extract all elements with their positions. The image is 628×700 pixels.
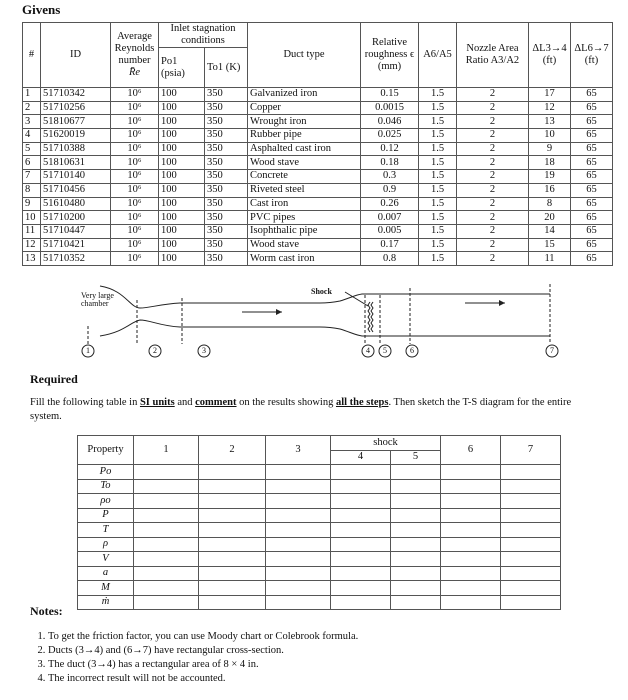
property-label: a	[78, 566, 134, 581]
property-label: ρo	[78, 494, 134, 509]
table-cell: 100	[159, 101, 205, 115]
table-row	[23, 197, 613, 211]
table-cell: 65	[571, 129, 613, 143]
property-value-cell[interactable]	[391, 508, 441, 523]
property-value-cell[interactable]	[331, 537, 391, 552]
table-cell: 10⁶	[111, 197, 159, 211]
table-cell: 0.0015	[361, 101, 419, 115]
table-cell: 100	[159, 224, 205, 238]
table-cell: 9	[529, 142, 571, 156]
table-row	[23, 142, 613, 156]
property-value-cell[interactable]	[501, 508, 561, 523]
property-row	[78, 537, 561, 552]
table-cell: 100	[159, 252, 205, 266]
table-cell: 1.5	[419, 170, 457, 184]
property-value-cell[interactable]	[391, 494, 441, 509]
table-cell: 100	[159, 211, 205, 225]
table-row	[23, 183, 613, 197]
table-row	[23, 129, 613, 143]
property-value-cell[interactable]	[266, 508, 331, 523]
property-value-cell[interactable]	[266, 566, 331, 581]
property-row	[78, 552, 561, 567]
station-label: 4	[366, 346, 370, 355]
header-t01: To1 (K)	[205, 48, 248, 88]
property-value-cell[interactable]	[501, 595, 561, 610]
table-cell: 12	[23, 238, 41, 252]
table-cell: 0.15	[361, 88, 419, 102]
table-cell: 12	[529, 101, 571, 115]
table-cell: 10⁶	[111, 224, 159, 238]
property-value-cell[interactable]	[199, 479, 266, 494]
property-value-cell[interactable]	[441, 465, 501, 480]
table-cell: 100	[159, 156, 205, 170]
table-cell: Riveted steel	[248, 183, 361, 197]
property-value-cell[interactable]	[331, 595, 391, 610]
table-cell: 16	[529, 183, 571, 197]
table-cell: 65	[571, 224, 613, 238]
table-cell: 51710256	[41, 101, 111, 115]
table-row	[23, 156, 613, 170]
table-cell: 11	[529, 252, 571, 266]
property-row	[78, 508, 561, 523]
table-cell: 1.5	[419, 252, 457, 266]
property-value-cell[interactable]	[501, 465, 561, 480]
header-station: 6	[441, 436, 501, 465]
table-cell: 2	[457, 156, 529, 170]
property-value-cell[interactable]	[501, 523, 561, 538]
property-value-cell[interactable]	[266, 581, 331, 596]
table-cell: 14	[529, 224, 571, 238]
table-cell: 350	[205, 211, 248, 225]
property-row	[78, 465, 561, 480]
required-table	[77, 435, 561, 610]
table-cell: Worm cast iron	[248, 252, 361, 266]
header-property: Property	[78, 436, 134, 465]
property-value-cell[interactable]	[501, 552, 561, 567]
property-value-cell[interactable]	[331, 581, 391, 596]
table-cell: 100	[159, 88, 205, 102]
table-cell: Wood stave	[248, 238, 361, 252]
header-station: 3	[266, 436, 331, 465]
table-cell: 1.5	[419, 224, 457, 238]
header-dl67: ΔL6→7 (ft)	[571, 23, 613, 88]
header-station: 4	[331, 450, 391, 465]
table-cell: 350	[205, 197, 248, 211]
table-cell: 51610480	[41, 197, 111, 211]
table-cell: 2	[457, 129, 529, 143]
property-value-cell[interactable]	[266, 523, 331, 538]
property-value-cell[interactable]	[441, 537, 501, 552]
property-value-cell[interactable]	[134, 494, 199, 509]
table-cell: 10⁶	[111, 156, 159, 170]
property-value-cell[interactable]	[391, 465, 441, 480]
table-cell: 2	[457, 88, 529, 102]
table-cell: 51710388	[41, 142, 111, 156]
property-value-cell[interactable]	[266, 552, 331, 567]
table-cell: 100	[159, 238, 205, 252]
table-cell: 10⁶	[111, 211, 159, 225]
property-row	[78, 523, 561, 538]
property-value-cell[interactable]	[266, 465, 331, 480]
table-cell: 65	[571, 170, 613, 184]
property-value-cell[interactable]	[391, 566, 441, 581]
table-cell: 1	[23, 88, 41, 102]
table-cell: 51710342	[41, 88, 111, 102]
header-area-ratio-65: A6/A5	[419, 23, 457, 88]
property-value-cell[interactable]	[199, 595, 266, 610]
table-cell: 10⁶	[111, 142, 159, 156]
table-cell: 0.18	[361, 156, 419, 170]
header-inlet: Inlet stagnation conditions	[159, 23, 248, 48]
table-cell: 9	[23, 197, 41, 211]
table-row	[23, 88, 613, 102]
property-value-cell[interactable]	[331, 552, 391, 567]
property-value-cell[interactable]	[391, 595, 441, 610]
property-label: M	[78, 581, 134, 596]
property-value-cell[interactable]	[501, 494, 561, 509]
table-cell: 1.5	[419, 156, 457, 170]
table-cell: 1.5	[419, 115, 457, 129]
header-id: ID	[41, 23, 111, 88]
table-cell: 4	[23, 129, 41, 143]
table-cell: 350	[205, 156, 248, 170]
note-item: 1. To get the friction factor, you can use Moody chart or Colebrook formula.	[48, 630, 358, 644]
notes-title: Notes:	[30, 604, 63, 618]
table-cell: 51710200	[41, 211, 111, 225]
table-cell: 51710447	[41, 224, 111, 238]
table-cell: 11	[23, 224, 41, 238]
table-cell: 0.025	[361, 129, 419, 143]
property-value-cell[interactable]	[501, 581, 561, 596]
property-value-cell[interactable]	[441, 523, 501, 538]
station-label: 2	[153, 346, 157, 355]
table-cell: 100	[159, 197, 205, 211]
table-cell: 350	[205, 238, 248, 252]
shock-label: Shock	[311, 287, 332, 296]
table-cell: 13	[23, 252, 41, 266]
property-value-cell[interactable]	[331, 479, 391, 494]
table-cell: 100	[159, 142, 205, 156]
required-title: Required	[30, 372, 78, 386]
table-cell: 15	[529, 238, 571, 252]
notes-list	[22, 630, 358, 686]
table-cell: 350	[205, 170, 248, 184]
property-value-cell[interactable]	[331, 508, 391, 523]
property-value-cell[interactable]	[391, 581, 441, 596]
table-cell: 13	[529, 115, 571, 129]
table-cell: 3	[23, 115, 41, 129]
property-value-cell[interactable]	[134, 523, 199, 538]
table-cell: 2	[457, 252, 529, 266]
table-cell: 1.5	[419, 101, 457, 115]
table-cell: 65	[571, 101, 613, 115]
property-value-cell[interactable]	[501, 479, 561, 494]
table-cell: 51620019	[41, 129, 111, 143]
property-value-cell[interactable]	[391, 523, 441, 538]
table-cell: 51710421	[41, 238, 111, 252]
table-cell: 1.5	[419, 197, 457, 211]
property-label: To	[78, 479, 134, 494]
required-instructions: Fill the following table in SI units and comment on the results showing all the steps. Then sketch the T-S diagram for the entire system.	[30, 397, 572, 422]
property-value-cell[interactable]	[266, 479, 331, 494]
property-value-cell[interactable]	[441, 494, 501, 509]
property-value-cell[interactable]	[134, 581, 199, 596]
property-value-cell[interactable]	[134, 479, 199, 494]
table-cell: 0.17	[361, 238, 419, 252]
header-station: 7	[501, 436, 561, 465]
table-cell: 10⁶	[111, 101, 159, 115]
property-value-cell[interactable]	[331, 523, 391, 538]
table-cell: 0.9	[361, 183, 419, 197]
table-cell: 0.3	[361, 170, 419, 184]
header-duct: Duct type	[248, 23, 361, 88]
table-cell: 100	[159, 170, 205, 184]
table-row	[23, 238, 613, 252]
station-label: 3	[202, 346, 206, 355]
table-cell: 0.26	[361, 197, 419, 211]
property-value-cell[interactable]	[134, 566, 199, 581]
station-label: 5	[383, 346, 387, 355]
table-cell: 51710140	[41, 170, 111, 184]
table-cell: 51710456	[41, 183, 111, 197]
table-cell: 10⁶	[111, 115, 159, 129]
table-cell: 0.007	[361, 211, 419, 225]
table-cell: 51710352	[41, 252, 111, 266]
table-cell: 1.5	[419, 238, 457, 252]
table-cell: 10⁶	[111, 88, 159, 102]
table-cell: 2	[457, 211, 529, 225]
table-cell: 65	[571, 142, 613, 156]
property-label: T	[78, 523, 134, 538]
header-station: 1	[134, 436, 199, 465]
property-row	[78, 595, 561, 610]
table-cell: 8	[23, 183, 41, 197]
note-item: 3. The duct (3→4) has a rectangular area of 8 × 4 in.	[48, 658, 358, 672]
table-row	[23, 252, 613, 266]
property-value-cell[interactable]	[501, 566, 561, 581]
table-cell: 350	[205, 115, 248, 129]
property-row	[78, 566, 561, 581]
table-cell: 0.12	[361, 142, 419, 156]
table-cell: 65	[571, 252, 613, 266]
note-item: 2. Ducts (3→4) and (6→7) have rectangular cross-section.	[48, 644, 358, 658]
table-cell: 10⁶	[111, 238, 159, 252]
property-value-cell[interactable]	[199, 508, 266, 523]
table-cell: 100	[159, 129, 205, 143]
property-value-cell[interactable]	[331, 465, 391, 480]
table-cell: Concrete	[248, 170, 361, 184]
table-cell: 2	[457, 224, 529, 238]
table-cell: 2	[457, 238, 529, 252]
property-value-cell[interactable]	[391, 537, 441, 552]
table-cell: 10⁶	[111, 252, 159, 266]
property-value-cell[interactable]	[441, 581, 501, 596]
table-row	[23, 170, 613, 184]
table-cell: 350	[205, 101, 248, 115]
table-cell: 51810677	[41, 115, 111, 129]
property-value-cell[interactable]	[441, 508, 501, 523]
givens-table	[22, 22, 613, 266]
property-value-cell[interactable]	[266, 595, 331, 610]
table-cell: 350	[205, 142, 248, 156]
station-label: 6	[410, 346, 414, 355]
property-value-cell[interactable]	[199, 494, 266, 509]
header-roughness: Relative roughness ϵ (mm)	[361, 23, 419, 88]
table-cell: Cast iron	[248, 197, 361, 211]
table-cell: 100	[159, 183, 205, 197]
property-value-cell[interactable]	[266, 537, 331, 552]
header-station: 2	[199, 436, 266, 465]
table-cell: 350	[205, 252, 248, 266]
table-row	[23, 224, 613, 238]
table-cell: 2	[457, 101, 529, 115]
table-cell: 6	[23, 156, 41, 170]
table-cell: 2	[457, 170, 529, 184]
table-row	[23, 101, 613, 115]
property-value-cell[interactable]	[134, 552, 199, 567]
table-cell: 1.5	[419, 129, 457, 143]
table-cell: 2	[457, 197, 529, 211]
table-cell: 65	[571, 197, 613, 211]
header-num: #	[23, 23, 41, 88]
property-value-cell[interactable]	[391, 552, 441, 567]
note-item: 4. The incorrect result will not be accounted.	[48, 672, 358, 686]
header-dl34: ΔL3→4 (ft)	[529, 23, 571, 88]
property-value-cell[interactable]	[199, 581, 266, 596]
givens-title: Givens	[22, 2, 61, 17]
station-label: 7	[550, 346, 554, 355]
chamber-label: Very large chamber	[81, 291, 114, 308]
table-cell: Copper	[248, 101, 361, 115]
table-cell: Rubber pipe	[248, 129, 361, 143]
table-cell: 65	[571, 115, 613, 129]
property-value-cell[interactable]	[199, 552, 266, 567]
property-value-cell[interactable]	[134, 465, 199, 480]
property-row	[78, 494, 561, 509]
property-row	[78, 479, 561, 494]
property-value-cell[interactable]	[331, 494, 391, 509]
header-station: 5	[391, 450, 441, 465]
table-cell: 1.5	[419, 88, 457, 102]
property-value-cell[interactable]	[199, 566, 266, 581]
property-value-cell[interactable]	[134, 508, 199, 523]
table-cell: 10	[529, 129, 571, 143]
property-value-cell[interactable]	[134, 595, 199, 610]
table-cell: 350	[205, 88, 248, 102]
table-cell: 65	[571, 156, 613, 170]
table-cell: 7	[23, 170, 41, 184]
header-nozzle: Nozzle Area Ratio A3/A2	[457, 23, 529, 88]
table-cell: 0.046	[361, 115, 419, 129]
table-cell: 0.8	[361, 252, 419, 266]
property-value-cell[interactable]	[331, 566, 391, 581]
table-cell: 1.5	[419, 142, 457, 156]
table-cell: 20	[529, 211, 571, 225]
header-shock: shock	[331, 436, 441, 451]
property-value-cell[interactable]	[199, 465, 266, 480]
table-row	[23, 211, 613, 225]
property-label: P	[78, 508, 134, 523]
property-value-cell[interactable]	[441, 595, 501, 610]
station-label: 1	[86, 346, 90, 355]
table-cell: 65	[571, 183, 613, 197]
property-label: V	[78, 552, 134, 567]
table-cell: 10⁶	[111, 129, 159, 143]
table-cell: 10	[23, 211, 41, 225]
table-cell: 51810631	[41, 156, 111, 170]
table-cell: Isophthalic pipe	[248, 224, 361, 238]
header-p01: Po1 (psia)	[159, 48, 205, 88]
table-cell: 8	[529, 197, 571, 211]
table-cell: 10⁶	[111, 183, 159, 197]
property-value-cell[interactable]	[199, 523, 266, 538]
table-cell: 350	[205, 224, 248, 238]
property-label: ρ	[78, 537, 134, 552]
table-cell: 2	[23, 101, 41, 115]
property-value-cell[interactable]	[441, 479, 501, 494]
property-value-cell[interactable]	[441, 552, 501, 567]
property-row	[78, 581, 561, 596]
property-label: Po	[78, 465, 134, 480]
table-cell: 1.5	[419, 211, 457, 225]
table-cell: 65	[571, 238, 613, 252]
table-cell: Wood stave	[248, 156, 361, 170]
property-value-cell[interactable]	[199, 537, 266, 552]
header-reynolds: Average Reynolds number R̄e	[111, 23, 159, 88]
table-cell: 350	[205, 129, 248, 143]
property-value-cell[interactable]	[134, 537, 199, 552]
table-cell: Wrought iron	[248, 115, 361, 129]
table-cell: 17	[529, 88, 571, 102]
property-value-cell[interactable]	[441, 566, 501, 581]
property-value-cell[interactable]	[391, 479, 441, 494]
table-cell: 100	[159, 115, 205, 129]
table-cell: 65	[571, 88, 613, 102]
table-cell: 2	[457, 183, 529, 197]
table-cell: 18	[529, 156, 571, 170]
table-cell: PVC pipes	[248, 211, 361, 225]
table-cell: Galvanized iron	[248, 88, 361, 102]
property-value-cell[interactable]	[266, 494, 331, 509]
table-cell: 65	[571, 211, 613, 225]
property-label: ṁ	[78, 595, 134, 610]
table-cell: 0.005	[361, 224, 419, 238]
table-cell: 2	[457, 142, 529, 156]
table-row	[23, 115, 613, 129]
property-value-cell[interactable]	[501, 537, 561, 552]
table-cell: 1.5	[419, 183, 457, 197]
table-cell: 2	[457, 115, 529, 129]
table-cell: 5	[23, 142, 41, 156]
table-cell: 350	[205, 183, 248, 197]
table-cell: 19	[529, 170, 571, 184]
table-cell: Asphalted cast iron	[248, 142, 361, 156]
table-cell: 10⁶	[111, 170, 159, 184]
